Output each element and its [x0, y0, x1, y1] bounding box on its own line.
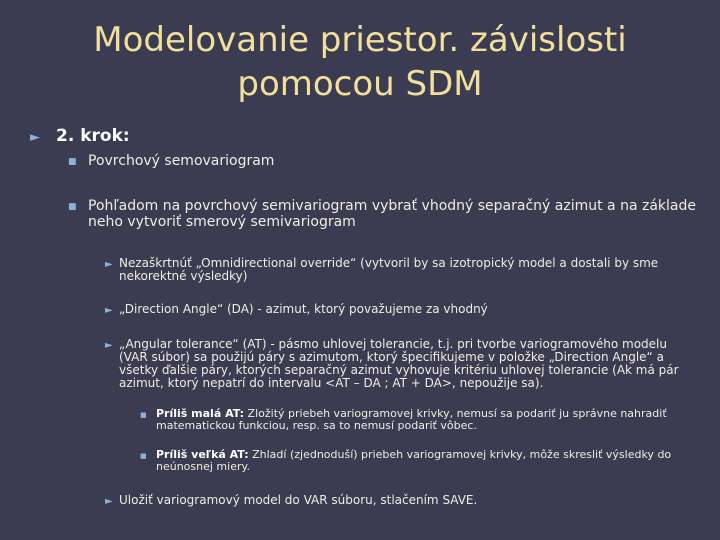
sub-bullet-item	[105, 494, 695, 507]
sub-bullet-text: Nezaškrtnúť „Omnidirectional override“ (vytvoril by sa izotropický model a dostali by sme nekorektné výsledky)	[119, 256, 659, 283]
sub-bullet-text: Uložiť variogramový model do VAR súboru, stlačením SAVE.	[119, 493, 478, 507]
step-label: 2. krok:	[56, 126, 130, 146]
square-bullet-icon: ■	[68, 157, 77, 167]
sub-bullet-item	[105, 338, 695, 390]
square-bullet-icon: ■	[140, 452, 147, 460]
triangle-bullet-icon: ►	[105, 340, 113, 351]
bullet-text: Pohľadom na povrchový semivariogram vybrať vhodný separačný azimut a na základe neho vytvoriť smerový semivariogram	[88, 198, 696, 230]
triangle-bullet-icon: ►	[30, 130, 40, 145]
triangle-bullet-icon: ►	[105, 305, 113, 316]
bullet-item	[68, 198, 698, 230]
sub-bullet-item	[105, 303, 695, 316]
bullet-text: Povrchový semovariogram	[88, 153, 275, 169]
sub-bullet-text: „Angular tolerance“ (AT) - pásmo uhlovej tolerancie, t.j. pri tvorbe variogramového modelu (VAR súbor) sa použijú páry s azimutom, ktorý špecifikujeme v položke „Direction Angle“ a všetky ďalšie páry, ktorých separačný azimut vyhovuje kritériu uhlovej tolerancie (Ak má pár azimut, ktorý nepatrí do intervalu <AT – DA ; AT + DA>, nepoužije sa).	[119, 337, 679, 390]
triangle-bullet-icon: ►	[105, 259, 113, 270]
slide-title: Modelovanie priestor. závislosti pomocou SDM	[93, 20, 627, 104]
sub-bullet-text: „Direction Angle“ (DA) - azimut, ktorý považujeme za vhodný	[119, 302, 488, 316]
step-heading	[30, 126, 130, 146]
sub-bullet-item	[105, 257, 695, 283]
note-item	[140, 408, 685, 432]
note-text: Zhladí (zjednoduší) priebeh variogramovej krivky, môže skresliť výsledky do neúnosnej miery.	[156, 448, 672, 473]
triangle-bullet-icon: ►	[105, 496, 113, 507]
square-bullet-icon: ■	[140, 411, 147, 419]
note-item	[140, 449, 685, 473]
bullet-item	[68, 153, 698, 169]
note-label: Príliš veľká AT:	[156, 448, 249, 461]
square-bullet-icon: ■	[68, 202, 77, 212]
note-label: Príliš malá AT:	[156, 407, 245, 420]
note-text: Zložitý priebeh variogramovej krivky, nemusí sa podariť ju správne nahradiť matematickou funkciou, resp. sa to nemusí podariť vôbec.	[156, 407, 667, 432]
